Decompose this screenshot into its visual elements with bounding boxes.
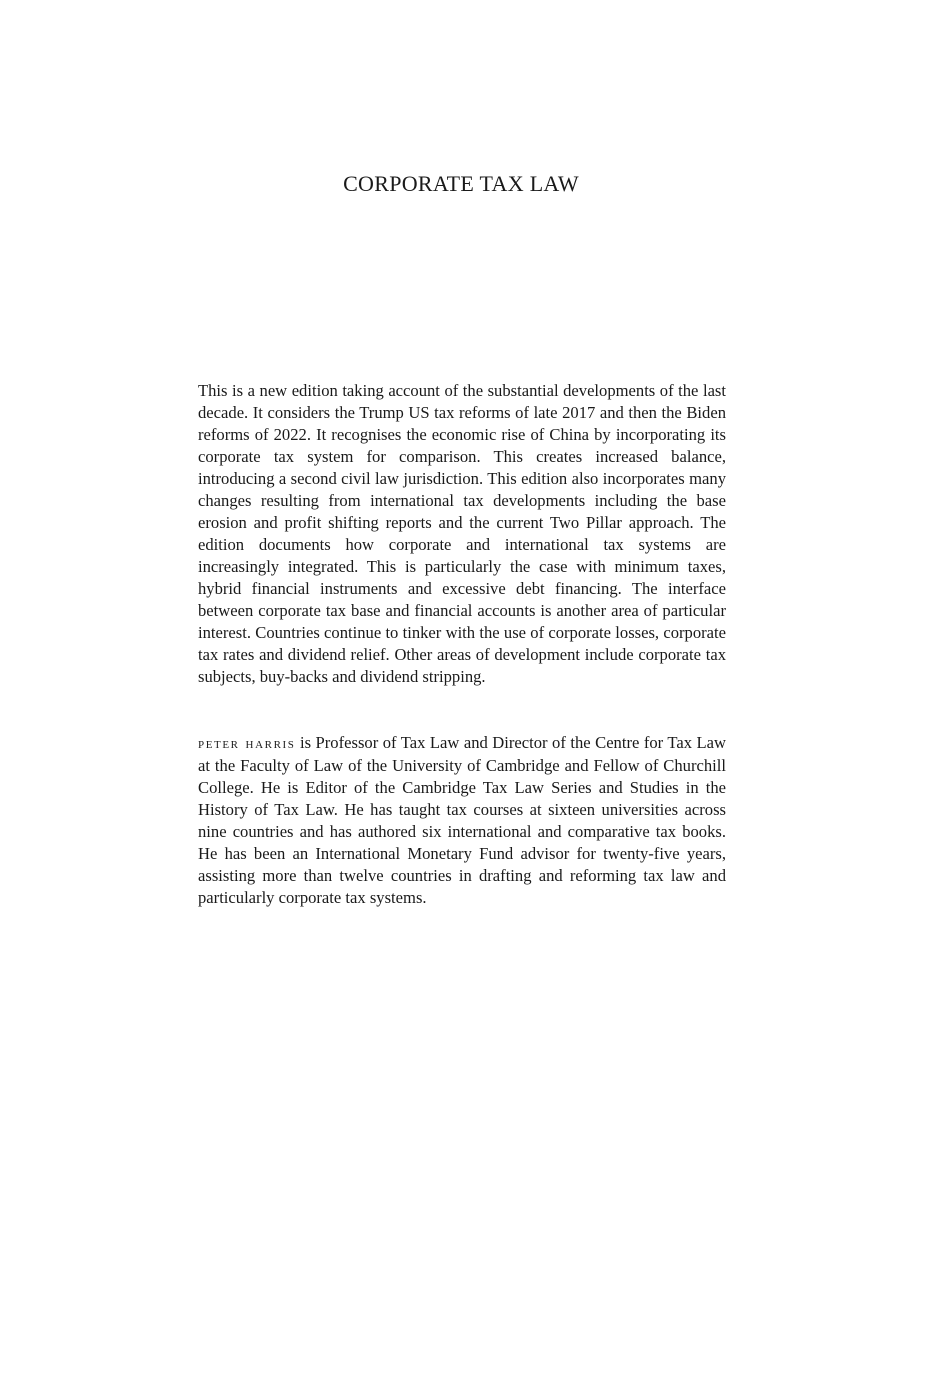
author-name: peter harris <box>198 735 296 752</box>
author-bio <box>198 732 726 909</box>
page-title: CORPORATE TAX LAW <box>343 171 579 196</box>
author-bio-text: is Professor of Tax Law and Director of the Centre for Tax Law at the Faculty of Law of the University of Cambridge and Fellow of Churchill College. He is Editor of the Cambridge Tax Law Series and Studies in the History of Tax Law. He has taught tax courses at sixteen universities across nine countries and has authored six international and comparative tax books. He has been an International Monetary Fund advisor for twenty-five years, assisting more than twelve countries in drafting and reforming tax law and particularly corporate tax systems. <box>198 733 726 907</box>
book-description: This is a new edition taking account of the substantial developments of the last decade. It considers the Trump US tax reforms of late 2017 and then the Biden reforms of 2022. It recognises the economic rise of China by incorporating its corporate tax system for comparison. This creates increased balance, introducing a second civil law jurisdiction. This edition also incorporates many changes resulting from international tax developments including the base erosion and profit shifting reports and the current Two Pillar approach. The edition documents how corporate and international tax systems are increasingly integrated. This is particularly the case with minimum taxes, hybrid financial instruments and excessive debt financing. The interface between corporate tax base and financial accounts is another area of particular interest. Countries continue to tinker with the use of corporate losses, corporate tax rates and dividend relief. Other areas of development include corporate tax subjects, buy-backs and dividend stripping. <box>198 381 726 686</box>
